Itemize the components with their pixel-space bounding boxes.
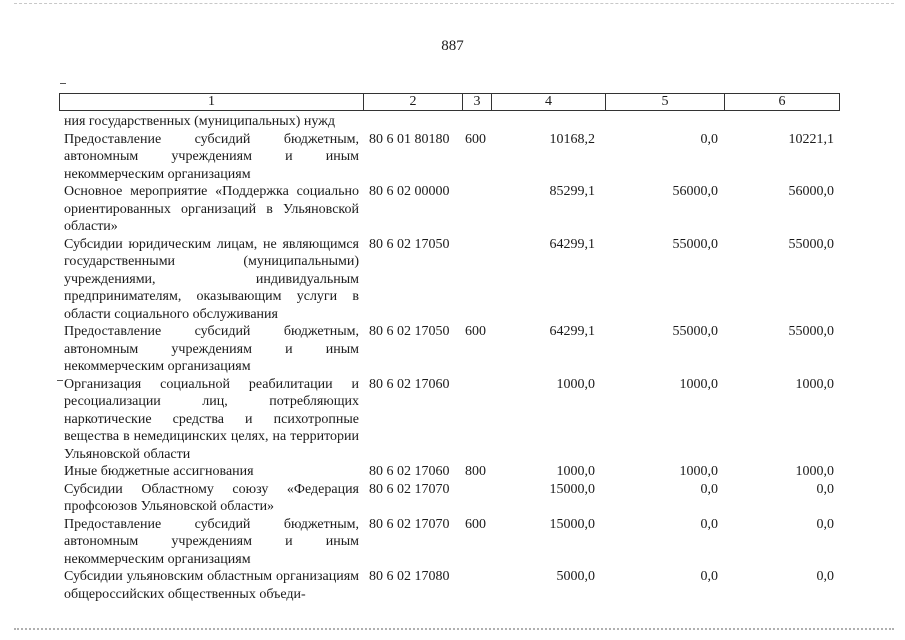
row-value-5: 0,0	[700, 516, 718, 532]
table-row	[64, 323, 854, 376]
scan-mark	[60, 83, 66, 84]
header-col-4: 4	[492, 94, 606, 111]
table-row	[64, 236, 854, 324]
row-value-5: 0,0	[700, 481, 718, 497]
table-row	[64, 463, 854, 481]
row-name: Субсидии Областному союзу «Федерация профсоюзов Ульяновской области»	[64, 481, 359, 514]
row-code: 80 6 02 17050	[369, 236, 450, 252]
header-col-3: 3	[463, 94, 492, 111]
row-value-6: 1000,0	[795, 464, 834, 479]
row-value-5: 0,0	[700, 131, 718, 147]
row-name: Иные бюджетные ассигнования	[64, 464, 254, 479]
row-value-4: 1000,0	[556, 376, 595, 392]
column-header-table	[59, 93, 840, 111]
row-value-5: 56000,0	[672, 184, 718, 199]
row-value-5: 55000,0	[672, 236, 718, 252]
row-code: 80 6 02 17080	[369, 569, 450, 584]
header-col-6: 6	[725, 94, 840, 111]
row-value-4: 5000,0	[556, 569, 595, 584]
row-name: Предоставление субсидий бюджетным, автономным учреждениям и иным некоммерческим организациям	[64, 324, 359, 374]
table-row	[64, 131, 854, 184]
row-value-4: 64299,1	[549, 324, 595, 339]
budget-table-body	[64, 113, 854, 603]
table-row	[64, 568, 854, 603]
row-value-4: 15000,0	[549, 516, 595, 532]
row-vr: 600	[465, 131, 486, 147]
page-number: 887	[441, 38, 464, 54]
header-col-5: 5	[606, 94, 725, 111]
scan-mark	[57, 380, 63, 381]
row-value-6: 55000,0	[788, 236, 834, 252]
table-row	[64, 516, 854, 569]
row-value-4: 64299,1	[549, 236, 595, 252]
row-vr: 600	[465, 324, 486, 339]
row-code: 80 6 02 17060	[369, 376, 450, 392]
row-value-4: 15000,0	[549, 481, 595, 497]
row-code: 80 6 02 17070	[369, 516, 450, 532]
row-name: Предоставление субсидий бюджетным, автономным учреждениям и иным некоммерческим организациям	[64, 131, 359, 182]
row-name: Субсидии ульяновским областным организациям общероссийских общественных объеди-	[64, 569, 359, 602]
row-value-6: 1000,0	[795, 376, 834, 392]
row-code: 80 6 02 17050	[369, 324, 450, 339]
row-value-5: 1000,0	[679, 376, 718, 392]
row-vr: 800	[465, 464, 486, 479]
scan-edge-top	[14, 3, 894, 4]
row-value-4: 85299,1	[549, 184, 595, 199]
row-name: Организация социальной реабилитации и ресоциализации лиц, потребляющих наркотические средства и психотропные вещества в немедицинских целях, на территории Ульяновской области	[64, 376, 359, 462]
row-code: 80 6 02 17060	[369, 464, 450, 479]
row-code: 80 6 01 80180	[369, 131, 450, 147]
row-code: 80 6 02 17070	[369, 481, 450, 497]
row-name: Основное мероприятие «Поддержка социально ориентированных организаций в Ульяновской области»	[64, 184, 359, 234]
row-value-6: 0,0	[816, 516, 834, 532]
header-col-1: 1	[60, 94, 364, 111]
table-row	[64, 183, 854, 236]
row-value-4: 1000,0	[556, 464, 595, 479]
row-value-5: 1000,0	[679, 464, 718, 479]
scan-edge-bottom	[14, 628, 894, 630]
row-name: ния государственных (муниципальных) нужд	[64, 114, 335, 129]
row-value-5: 0,0	[700, 569, 718, 584]
row-code: 80 6 02 00000	[369, 184, 450, 199]
row-name: Предоставление субсидий бюджетным, автономным учреждениям и иным некоммерческим организациям	[64, 516, 359, 567]
table-row	[64, 481, 854, 516]
row-name: Субсидии юридическим лицам, не являющимся государственными (муниципальными) учреждениями, индивидуальным предпринимателям, оказывающим услуги в области социального обслуживания	[64, 236, 359, 322]
row-value-6: 55000,0	[788, 324, 834, 339]
row-value-6: 0,0	[816, 569, 834, 584]
header-col-2: 2	[364, 94, 463, 111]
row-vr: 600	[465, 516, 486, 532]
table-row	[64, 113, 854, 131]
row-value-4: 10168,2	[549, 131, 595, 147]
row-value-6: 10221,1	[788, 131, 834, 147]
row-value-5: 55000,0	[672, 324, 718, 339]
table-row	[64, 376, 854, 464]
row-value-6: 56000,0	[788, 184, 834, 199]
row-value-6: 0,0	[816, 481, 834, 497]
